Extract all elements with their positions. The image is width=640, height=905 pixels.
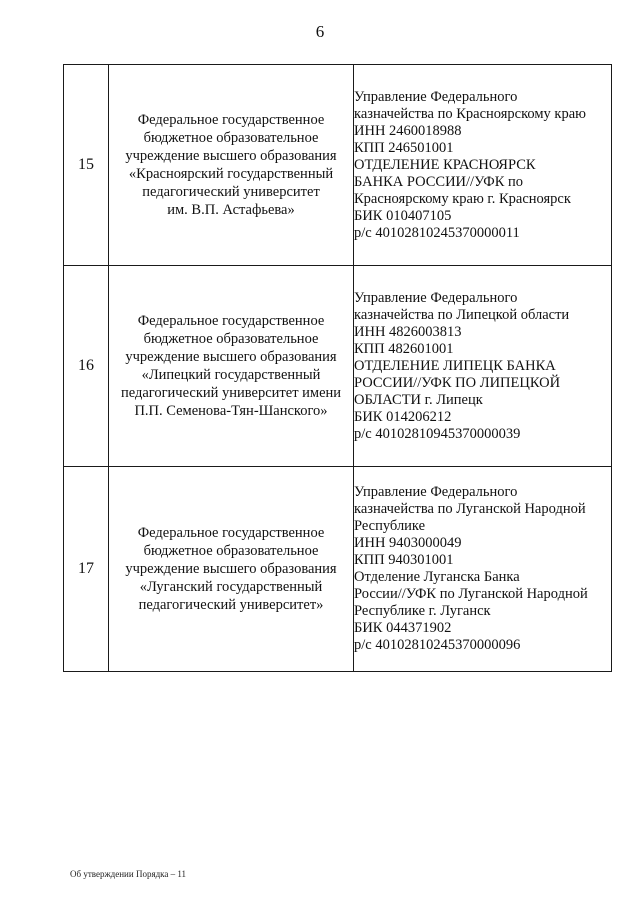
organization-name-line: учреждение высшего образования — [125, 148, 337, 164]
bank-details-line: КПП 246501001 — [354, 139, 454, 156]
organization-name-cell — [109, 266, 354, 467]
organization-name-line: «Красноярский государственный — [128, 166, 334, 182]
bank-details-line: Управление Федерального — [354, 484, 518, 500]
bank-details-line: КПП 482601001 — [354, 340, 454, 357]
bank-details-line: ОТДЕЛЕНИЕ ЛИПЕЦК БАНКА — [354, 357, 556, 374]
bank-details-line: КПП 940301001 — [354, 552, 454, 568]
bank-details-line: ОТДЕЛЕНИЕ КРАСНОЯРСК — [354, 156, 536, 173]
bank-details-line: БИК 044371902 — [354, 620, 452, 636]
bank-details-line: ИНН 2460018988 — [354, 122, 462, 139]
bank-details-line: казначейства по Луганской Народной — [354, 501, 586, 517]
organization-name-line: бюджетное образовательное — [143, 130, 319, 146]
table-row — [64, 266, 612, 467]
bank-details-line: России//УФК по Луганской Народной — [354, 586, 588, 602]
bank-details-line: БИК 010407105 — [354, 207, 452, 224]
bank-details-line: Красноярскому краю г. Красноярск — [354, 190, 571, 207]
bank-details-line: Республике г. Луганск — [354, 603, 491, 619]
organization-name-line: педагогический университет имени — [120, 385, 342, 401]
bank-details-line: Управление Федерального — [354, 289, 518, 306]
table-row — [64, 467, 612, 672]
bank-details-line: РОССИИ//УФК ПО ЛИПЕЦКОЙ — [354, 374, 561, 391]
bank-details-cell — [354, 266, 612, 467]
row-number: 17 — [64, 467, 109, 672]
organization-name-line: Федеральное государственное — [137, 525, 325, 541]
organization-name-line: Федеральное государственное — [137, 112, 325, 128]
organization-name-cell — [109, 65, 354, 266]
bank-details-line: ИНН 4826003813 — [354, 323, 462, 340]
bank-details-line: Республике — [354, 518, 426, 534]
bank-details-line: БИК 014206212 — [354, 408, 452, 425]
organization-name-line: Федеральное государственное — [137, 313, 325, 329]
bank-details-line: р/с 40102810245370000096 — [354, 637, 521, 653]
organization-name-line: им. В.П. Астафьева» — [167, 202, 295, 218]
organization-name-line: бюджетное образовательное — [143, 543, 319, 559]
row-number: 16 — [64, 266, 109, 467]
organization-name-line: «Луганский государственный — [139, 579, 323, 595]
bank-details-line: казначейства по Красноярскому краю — [354, 105, 586, 122]
organization-name-line: П.П. Семенова-Тян-Шанского» — [134, 403, 328, 419]
organization-name-line: учреждение высшего образования — [125, 561, 337, 577]
bank-details-cell — [354, 467, 612, 672]
bank-details-line: казначейства по Липецкой области — [354, 306, 570, 323]
organization-name-line: учреждение высшего образования — [125, 349, 337, 365]
page-number: 6 — [315, 22, 325, 41]
organization-name-line: «Липецкий государственный — [141, 367, 321, 383]
bank-details-line: Отделение Луганска Банка — [354, 569, 520, 585]
footer-note: Об утверждении Порядка – 11 — [70, 869, 187, 879]
organization-name-line: бюджетное образовательное — [143, 331, 319, 347]
bank-details-line: р/с 40102810245370000011 — [354, 224, 520, 241]
bank-details-line: Управление Федерального — [354, 88, 518, 105]
organization-name-line: педагогический университет — [142, 184, 320, 200]
organization-name-cell — [109, 467, 354, 672]
bank-details-line: ОБЛАСТИ г. Липецк — [354, 391, 483, 408]
table-row — [64, 65, 612, 266]
bank-details-line: ИНН 9403000049 — [354, 535, 462, 551]
organization-name-line: педагогический университет» — [138, 597, 324, 613]
row-number: 15 — [64, 65, 109, 266]
organizations-table — [63, 64, 612, 672]
bank-details-line: р/с 40102810945370000039 — [354, 425, 521, 442]
bank-details-cell — [354, 65, 612, 266]
bank-details-line: БАНКА РОССИИ//УФК по — [354, 173, 524, 190]
